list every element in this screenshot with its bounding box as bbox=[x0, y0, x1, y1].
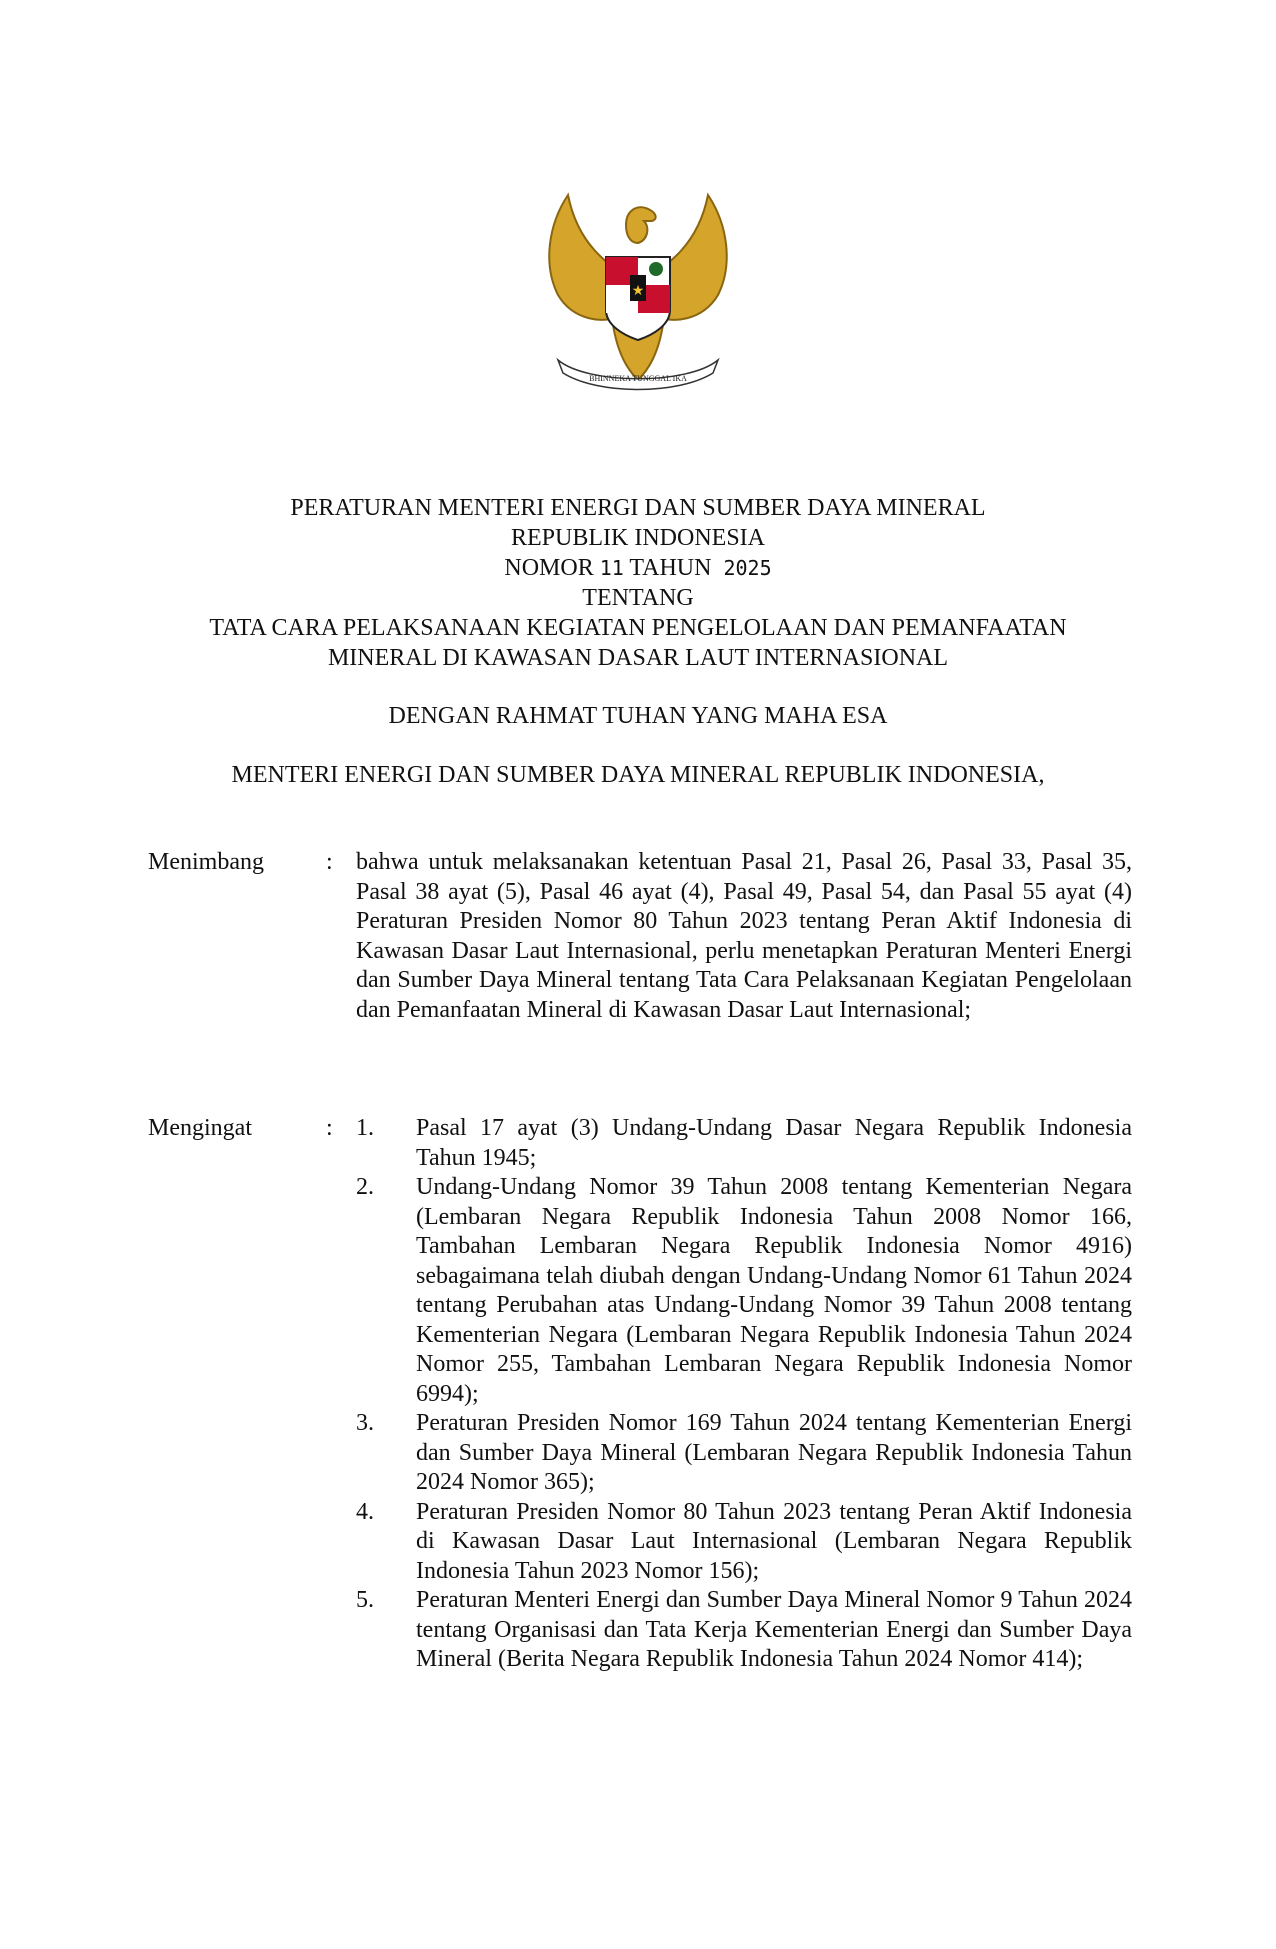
emblem-motto: BHINNEKA TUNGGAL IKA bbox=[589, 374, 687, 383]
authority: MENTERI ENERGI DAN SUMBER DAYA MINERAL REPUBLIK INDONESIA, bbox=[231, 762, 1045, 788]
list-item: 2. Undang-Undang Nomor 39 Tahun 2008 tentang Kementerian Negara (Lembaran Negara Republik Indonesia Tahun 2008 Nomor 166, Tambahan Lembaran Negara Republik Indonesia Nomor 4916) sebagaimana telah diubah dengan Undang-Undang Nomor 61 Tahun 2024 tentang Perubahan atas Undang-Undang Nomor 39 Tahun 2008 tentang Kementerian Negara (Lembaran Negara Republik Indonesia Tahun 2024 Nomor 255, Tambahan Lembaran Negara Republik Indonesia Nomor 6994); bbox=[356, 1174, 1132, 1407]
title-line: REPUBLIK INDONESIA bbox=[511, 525, 765, 551]
garuda-pancasila-emblem bbox=[538, 185, 738, 400]
mengingat-list bbox=[356, 1114, 1132, 1675]
menimbang-section: Menimbang : bahwa untuk melaksanakan ketentuan Pasal 21, Pasal 26, Pasal 33, Pasal 35, Pasal 38 ayat (5), Pasal 46 ayat (4), Pasal 49, Pasal 54, dan Pasal 55 ayat (4) Peraturan Presiden Nomor 80 Tahun 2023 tentang Peran Aktif Indonesia di Kawasan Dasar Laut Internasional, perlu menetapkan Peraturan Menteri Energi dan Sumber Daya Mineral tentang Tata Cara Pelaksanaan Kegiatan Pengelolaan dan Pemanfaatan Mineral di Kawasan Dasar Laut Internasional; bbox=[148, 848, 1132, 1025]
invocation: DENGAN RAHMAT TUHAN YANG MAHA ESA bbox=[388, 703, 888, 729]
nomor-value: 11 bbox=[599, 556, 624, 580]
subject-line: MINERAL DI KAWASAN DASAR LAUT INTERNASIONAL bbox=[327, 645, 949, 671]
tentang-label: TENTANG bbox=[582, 585, 694, 611]
title-line: PERATURAN MENTERI ENERGI DAN SUMBER DAYA MINERAL bbox=[290, 495, 986, 521]
regulation-title bbox=[0, 493, 1276, 673]
menimbang-label: Menimbang bbox=[148, 849, 264, 875]
tahun-value: 2025 bbox=[723, 556, 772, 580]
list-item: 3. Peraturan Presiden Nomor 169 Tahun 2024 tentang Kementerian Energi dan Sumber Daya Mineral (Lembaran Negara Republik Indonesia Tahun 2024 Nomor 365); bbox=[356, 1410, 1132, 1495]
list-item: 1. Pasal 17 ayat (3) Undang-Undang Dasar Negara Republik Indonesia Tahun 1945; bbox=[356, 1115, 1132, 1171]
regulation-number: NOMOR 11 TAHUN 2025 bbox=[504, 555, 772, 581]
list-item: 4. Peraturan Presiden Nomor 80 Tahun 2023 tentang Peran Aktif Indonesia di Kawasan Dasar Laut Internasional (Lembaran Negara Republik Indonesia Tahun 2023 Nomor 156); bbox=[356, 1498, 1132, 1584]
mengingat-label: Mengingat bbox=[148, 1115, 252, 1141]
mengingat-section: Mengingat : 1. Pasal 17 ayat (3) Undang-Undang Dasar Negara Republik Indonesia Tahun 1945; 2. Undang-Undang Nomor 39 Tahun 2008 tentang Kementerian Negara (Lembaran Negara Republik Indonesia Tahun 2008 Nomor 166, Tambahan Lembaran Negara Republik Indonesia Nomor 4916) sebagaimana telah diubah dengan Undang-Undang Nomor 61 Tahun 2024 tentang Perubahan atas Undang-Undang Nomor 39 Tahun 2008 tentang Kementerian Negara (Lembaran Negara Republik Indonesia Tahun 2024 Nomor 255, Tambahan Lembaran Negara Republik Indonesia Nomor 6994); 3. Peraturan Presiden Nomor 169 Tahun 2024 tentang Kementerian Energi dan Sumber Daya Mineral (Lembaran Negara Republik Indonesia Tahun 2024 Nomor 365); 4. Peraturan Presiden Nomor 80 Tahun 2023 tentang Peran Aktif Indonesia di Kawasan Dasar Laut Internasional (Lembaran Negara Republik Indonesia Tahun 2023 Nomor 156); 5. Peraturan Menteri Energi dan Sumber Daya Mineral Nomor 9 Tahun 2024 tentang Organisasi dan Tata Kerja Kementerian Energi dan Sumber Daya Mineral (Berita Negara Republik Indonesia Tahun 2024 Nomor 414); bbox=[148, 1114, 1132, 1675]
subject-line: TATA CARA PELAKSANAAN KEGIATAN PENGELOLAAN DAN PEMANFAATAN bbox=[209, 615, 1067, 641]
svg-text:★: ★ bbox=[631, 284, 645, 299]
menimbang-text: bahwa untuk melaksanakan ketentuan Pasal 21, Pasal 26, Pasal 33, Pasal 35, Pasal 38 ayat (5), Pasal 46 ayat (4), Pasal 49, Pasal 54, dan Pasal 55 ayat (4) Peraturan Presiden Nomor 80 Tahun 2023 tentang Peran Aktif Indonesia di Kawasan Dasar Laut Internasional, perlu menetapkan Peraturan Menteri Energi dan Sumber Daya Mineral tentang Tata Cara Pelaksanaan Kegiatan Pengelolaan dan Pemanfaatan Mineral di Kawasan Dasar Laut Internasional; bbox=[356, 849, 1132, 1023]
list-item: 5. Peraturan Menteri Energi dan Sumber Daya Mineral Nomor 9 Tahun 2024 tentang Organisasi dan Tata Kerja Kementerian Energi dan Sumber Daya Mineral (Berita Negara Republik Indonesia Tahun 2024 Nomor 414); bbox=[356, 1587, 1132, 1672]
